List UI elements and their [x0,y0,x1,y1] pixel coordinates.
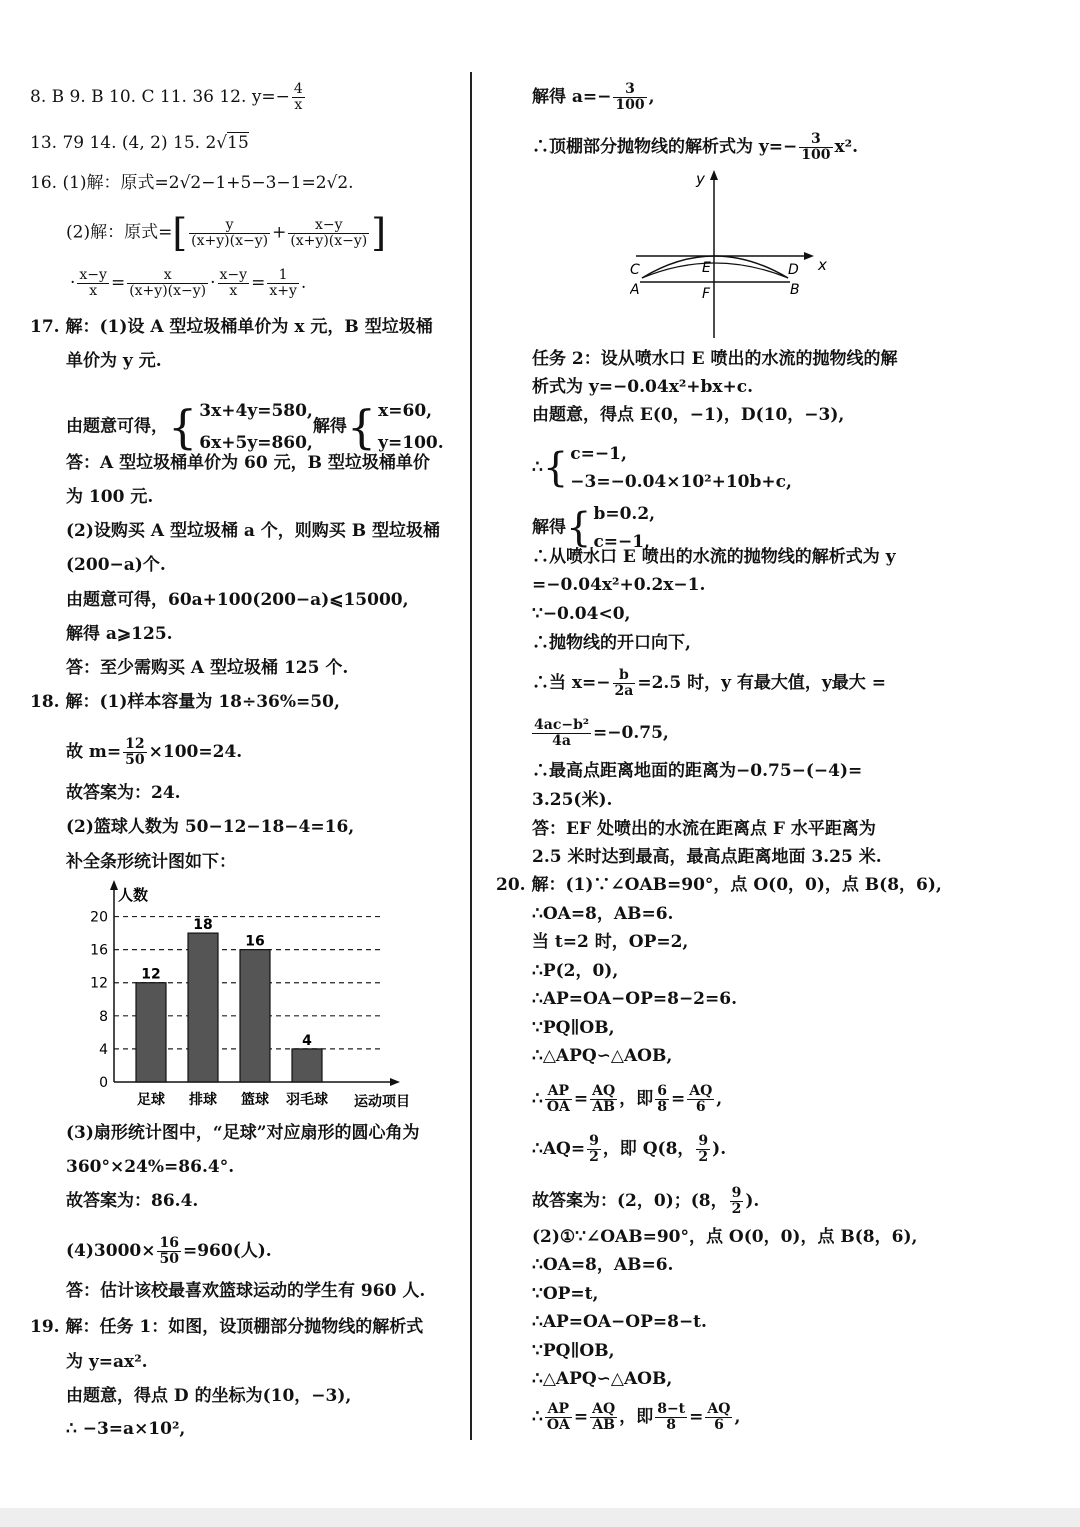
point-c-label: C [630,262,640,278]
bar [292,1049,322,1082]
fraction-denominator: (x+y)(x−y) [290,232,368,249]
q19-a-value: 解得 a=− $\frac{3}{100}$ , [532,81,655,113]
dot-operator: · [70,273,76,293]
q19-line-1: 19. 解：任务 1：如图，设顶棚部分抛物线的解析式 [30,1317,424,1337]
bar-value-label: 4 [302,1032,312,1049]
q17-line-4: 答：A 型垃圾桶单价为 60 元，B 型垃圾桶单价 [66,453,430,473]
q16-part1: 16. (1)解：原式=2√2−1+5−3−1=2√2. [30,173,354,193]
fraction-numerator: 1 [267,268,299,284]
y-tick-label: 0 [99,1075,108,1091]
q19-line-2: 为 y=ax². [66,1352,148,1372]
q16-fraction-4 [127,268,208,299]
equation-2: 6x+5y=860, [199,433,313,453]
q16-fraction-1 [189,218,270,249]
fraction-denominator: x [294,97,303,113]
q19-task2-line-8: ∵−0.04<0, [532,604,631,624]
category-label: 排球 [189,1092,217,1108]
ratio-fraction-1 [545,1084,572,1115]
ratio-fraction-2 [590,1402,617,1433]
q19-task2-line-10 [532,668,886,699]
ratio-fraction-2 [590,1084,617,1115]
bar-chart [70,878,420,1118]
fraction-numerator: 4 [293,81,303,97]
q18-line-8: 故答案为：86.4. [66,1191,199,1211]
dot-operator: · [210,273,216,293]
q16-fraction-3 [77,268,109,299]
q18-fraction [123,737,146,768]
q17-line-6: (2)设购买 A 型垃圾桶 a 个，则购买 B 型垃圾桶 [66,521,440,541]
bar-value-label: 18 [193,917,213,934]
fraction-numerator: 3 [613,82,646,98]
q19-task2-line-1: 任务 2：设从喷水口 E 喷出的水流的抛物线的解 [532,349,898,369]
y-tick-label: 16 [90,942,108,959]
fraction-denominator: 6 [695,1099,706,1115]
fraction-denominator: 100 [801,147,831,163]
x-axis-label: 运动项目 [354,1094,410,1110]
q18-line-5: 补全条形统计图如下： [66,852,236,872]
q17-system-line [66,395,444,459]
q17-line-5: 为 100 元. [66,487,154,507]
fraction-denominator: 2 [698,1149,709,1165]
roof-equation-label: ∴顶棚部分抛物线的解析式为 y=− [532,137,798,157]
q16-part2-cont: · $\frac{x-y}{x}$ = $\frac{x}{(x+y)(x-y)}$ · $\frac{x-y}{x}$ = $\frac{1}{x+y}$ . [70,267,307,299]
left-brace: { [542,445,569,491]
q-point-fraction [696,1134,710,1165]
category-label: 足球 [137,1092,165,1108]
fraction-denominator: 100 [615,97,645,113]
fraction-denominator: x [89,283,98,299]
fraction-denominator: AB [592,1099,616,1115]
q20-line-11: (2)①∵∠OAB=90°，点 O(0，0)，点 B(8，6), [532,1227,918,1247]
q19-task2-line-6: ∴从喷水口 E 喷出的水流的抛物线的解析式为 y [532,547,896,567]
point-e-label: E [702,260,711,276]
q18-line-2 [66,737,242,768]
ratio-fraction-3 [655,1084,669,1115]
fraction-numerator: AQ [707,1401,731,1417]
fraction-numerator: AQ [592,1083,616,1099]
solve-label: 解得 [532,517,566,538]
vertex-x-label: ∴当 x=− [532,673,611,693]
q19-task2-line-13: 3.25(米). [532,790,613,810]
fraction-denominator: (x+y)(x−y) [191,232,269,249]
q17-line-1: 17. 解：(1)设 A 型垃圾桶单价为 x 元，B 型垃圾桶 [30,317,433,337]
q18-m-result: ×100=24. [148,742,243,762]
category-label: 羽毛球 [286,1092,328,1108]
fraction-denominator: 2a [614,683,634,699]
answers-13-15-text: 13. 79 14. (4, 2) 15. 2 [30,133,217,153]
y-tick-label: 8 [99,1008,108,1025]
answer-fraction [730,1186,744,1217]
fraction-denominator: 2 [589,1149,599,1165]
q16-part2 [66,211,387,255]
q17-equations [199,395,313,459]
equation-1: c=−1, [570,444,627,464]
q19-roof-equation [532,132,858,163]
q17-solutions [378,395,444,459]
q20-line-9: ∴AQ= $\frac{9}{2}$ ，即 Q(8， $\frac{9}{2}$ ). [532,1133,727,1165]
answer-12-expr: y=− [251,87,290,107]
q18-line-9 [66,1236,272,1267]
page-bottom-band [0,1508,1080,1527]
bar-value-label: 16 [245,933,265,950]
fraction-numerator: AQ [689,1083,713,1099]
bar [188,933,218,1082]
left-brace: { [346,400,377,454]
fraction-denominator: 2 [731,1201,742,1217]
q19-line-3: 由题意，得点 D 的坐标为(10，−3), [66,1386,352,1406]
fraction-numerator: x−y [219,267,248,283]
q16-fraction-5 [218,268,250,299]
answer-label: 故答案为：(2，0)；(8， [532,1191,728,1211]
y-axis-arrow [110,880,118,890]
q18-line-1: 18. 解：(1)样本容量为 18÷36%=50, [30,692,340,712]
q16-part2-label: (2)解：原式= [66,222,173,243]
q19-task2-line-9: ∴抛物线的开口向下, [532,633,691,653]
fraction-numerator: x−y [79,267,107,283]
fraction-denominator: x+y [269,283,297,299]
q17-line-9: 解得 a⩾125. [66,624,173,644]
q18-m-label: 故 m= [66,742,122,762]
q20-line-6: ∵PQ∥OB, [532,1018,615,1038]
q20-line-10: 故答案为：(2，0)；(8， $\frac{9}{2}$ ). [532,1185,760,1217]
fraction-numerator: AP [545,1084,572,1100]
fraction-denominator: 50 [125,752,145,768]
fraction-numerator: 4ac−b² [534,717,589,733]
q20-line-8: ∴ $\frac{AP}{OA}$ = $\frac{AQ}{AB}$ ，即 $\frac{6}{8}$ = $\frac{AQ}{6}$ , [532,1083,723,1115]
vertex-x-tail: =2.5 时，y 有最大值，y最大 = [637,673,886,693]
namely-label: ，即 [619,1089,654,1109]
q19-task2-line-15: 2.5 米时达到最高，最高点距离地面 3.25 米. [532,847,882,867]
water-parabola [642,263,788,278]
equation-2: −3=−0.04×10²+10b+c, [570,472,792,492]
point-b-label: B [790,282,800,298]
q17-line-10: 答：至少需购买 A 型垃圾桶 125 个. [66,658,349,678]
q19-task2-line-2: 析式为 y=−0.04x²+bx+c. [532,377,754,397]
fraction-numerator: 12 [125,736,145,752]
a-value-label: 解得 a=− [532,87,612,107]
y-axis-arrow [710,170,718,180]
a-value-fraction [613,82,646,113]
q20-line-14: ∴AP=OA−OP=8−t. [532,1312,707,1332]
answers-13-15 [30,132,249,154]
fraction-numerator: x−y [288,218,369,234]
q19-task2-system [532,440,792,496]
solution-2: c=−1, [593,532,651,552]
q18-line-10: 答：估计该校最喜欢篮球运动的学生有 960 人. [66,1281,426,1301]
fraction-numerator: AP [545,1402,572,1418]
fraction-denominator: (x+y)(x−y) [129,283,207,299]
answers-8-12 [30,82,307,113]
therefore-sign: ∴ [532,1407,543,1427]
fraction-numerator: 9 [698,1133,709,1149]
column-divider [470,72,472,1440]
therefore-sign: ∴ [532,457,543,478]
fraction-denominator: x [229,283,238,299]
aq-fraction [587,1134,601,1165]
y-tick-label: 20 [90,909,108,926]
fraction-denominator: OA [546,1417,570,1433]
x-axis-arrow [804,252,814,260]
vertex-x-fraction [613,668,636,699]
y-tick-label: 12 [90,975,108,992]
fraction-numerator: b [613,668,636,684]
q20-line-4: ∴P(2，0), [532,961,619,981]
q20-line-12: ∴OA=8，AB=6. [532,1255,674,1275]
task2-equations [570,440,792,496]
q19-task2-line-3: 由题意，得点 E(0，−1)，D(10，−3), [532,405,845,425]
fraction-numerator: y [189,218,270,234]
fraction-numerator: 6 [657,1083,667,1099]
fraction-numerator: x [127,268,208,284]
fraction-numerator: 16 [159,1235,179,1251]
y-axis-label: 人数 [118,886,149,904]
q20-line-5: ∴AP=OA−OP=8−2=6. [532,989,738,1009]
fraction-denominator: 6 [714,1417,724,1433]
ratio-fraction-1 [545,1402,572,1433]
fraction-numerator: 9 [731,1185,742,1201]
solve-label: 解得 [312,416,347,437]
fraction-denominator: 8 [666,1417,677,1433]
bar-value-label: 12 [141,966,161,983]
q19-task2-line-14: 答：EF 处喷出的水流在距离点 F 水平距离为 [532,819,876,839]
plus-sign: + [272,222,287,243]
ratio-fraction-4 [705,1402,732,1433]
fraction-denominator: 8 [657,1099,667,1115]
q20-line-17: ∴ $\frac{AP}{OA}$ = $\frac{AQ}{AB}$ ，即 $\frac{8-t}{8}$ = $\frac{AQ}{6}$ , [532,1401,741,1433]
q16-fraction-2 [288,218,369,249]
q20-line-2: ∴OA=8，AB=6. [532,904,674,924]
q18-line-3: 故答案为：24. [66,783,181,803]
q17-line-8: 由题意可得，60a+100(200−a)⩽15000, [66,590,409,610]
q18-line-7: 360°×24%=86.4°. [66,1157,235,1177]
q18-estimate-label: (4)3000× [66,1241,156,1261]
category-label: 篮球 [241,1092,269,1108]
q20-line-3: 当 t=2 时，OP=2, [532,932,689,952]
q20-line-15: ∵PQ∥OB, [532,1341,615,1361]
fraction-numerator: 8−t [657,1401,686,1417]
q19-task2-line-11 [532,718,669,749]
parabola-figure [630,168,850,340]
vertex-y-fraction [532,718,591,749]
q17-line-2: 单价为 y 元. [66,351,162,371]
ratio-fraction-4 [687,1084,714,1115]
q19-task2-line-7: =−0.04x²+0.2x−1. [532,575,706,595]
q16-fraction-6 [267,268,299,299]
q18-estimate-fraction [157,1236,180,1267]
x-axis-label: x [818,256,827,274]
q20-line-13: ∵OP=t, [532,1284,599,1304]
aq-label: ∴AQ= [532,1139,586,1159]
namely-label: ，即 [619,1407,654,1427]
q20-line-16: ∴△APQ∽△AOB, [532,1369,673,1389]
answer-12-fraction [292,82,305,113]
fraction-denominator: OA [546,1099,570,1115]
q17-line-7: (200−a)个. [66,555,166,575]
y-axis-label: y [696,170,705,188]
q17-system-label: 由题意可得， [66,416,168,437]
y-tick-label: 4 [99,1041,108,1058]
solution-2: y=100. [378,433,444,453]
ratio-fraction-3 [655,1402,687,1433]
vertex-y-tail: =−0.75, [593,723,669,743]
fraction-denominator: 4a [552,733,571,749]
fraction-denominator: 50 [159,1251,179,1267]
roof-equation-tail: x². [834,137,859,157]
left-bracket: [ [172,211,188,255]
fraction-numerator: 3 [799,132,832,148]
fraction-denominator: AB [592,1417,616,1433]
therefore-sign: ∴ [532,1089,543,1109]
q20-line-7: ∴△APQ∽△AOB, [532,1046,673,1066]
left-brace: { [168,400,198,454]
roof-parabola [642,256,788,278]
solution-1: x=60, [378,401,433,421]
bar [240,950,270,1082]
q18-line-6: (3)扇形统计图中，“足球”对应扇形的圆心角为 [66,1123,420,1143]
point-a-label: A [630,282,640,298]
q19-line-4: ∴ −3=a×10², [66,1419,186,1439]
q-point-label: ，即 Q(8， [602,1139,695,1159]
right-bracket: ] [371,211,387,255]
point-d-label: D [788,262,799,278]
q20-line-1: 20. 解：(1)∵∠OAB=90°，点 O(0，0)，点 B(8，6), [496,875,942,895]
left-brace: { [566,505,592,551]
x-axis-arrow [390,1078,400,1086]
q19-task2-line-12: ∴最高点距离地面的距离为−0.75−(−4)= [532,761,863,781]
fraction-numerator: AQ [592,1401,616,1417]
q18-line-4: (2)篮球人数为 50−12−18−4=16, [66,817,355,837]
q18-estimate-result: =960(人). [182,1241,272,1261]
point-f-label: F [702,286,711,302]
sqrt-radicand: 15 [227,133,249,153]
fraction-numerator: 9 [589,1133,599,1149]
solution-1: b=0.2, [593,504,656,524]
answers-8-12-text: 8. B 9. B 10. C 11. 36 12. [30,87,247,107]
sqrt-sign: √ [216,133,228,153]
bar [136,983,166,1082]
roof-equation-fraction [799,132,832,163]
equation-1: 3x+4y=580, [199,401,313,421]
